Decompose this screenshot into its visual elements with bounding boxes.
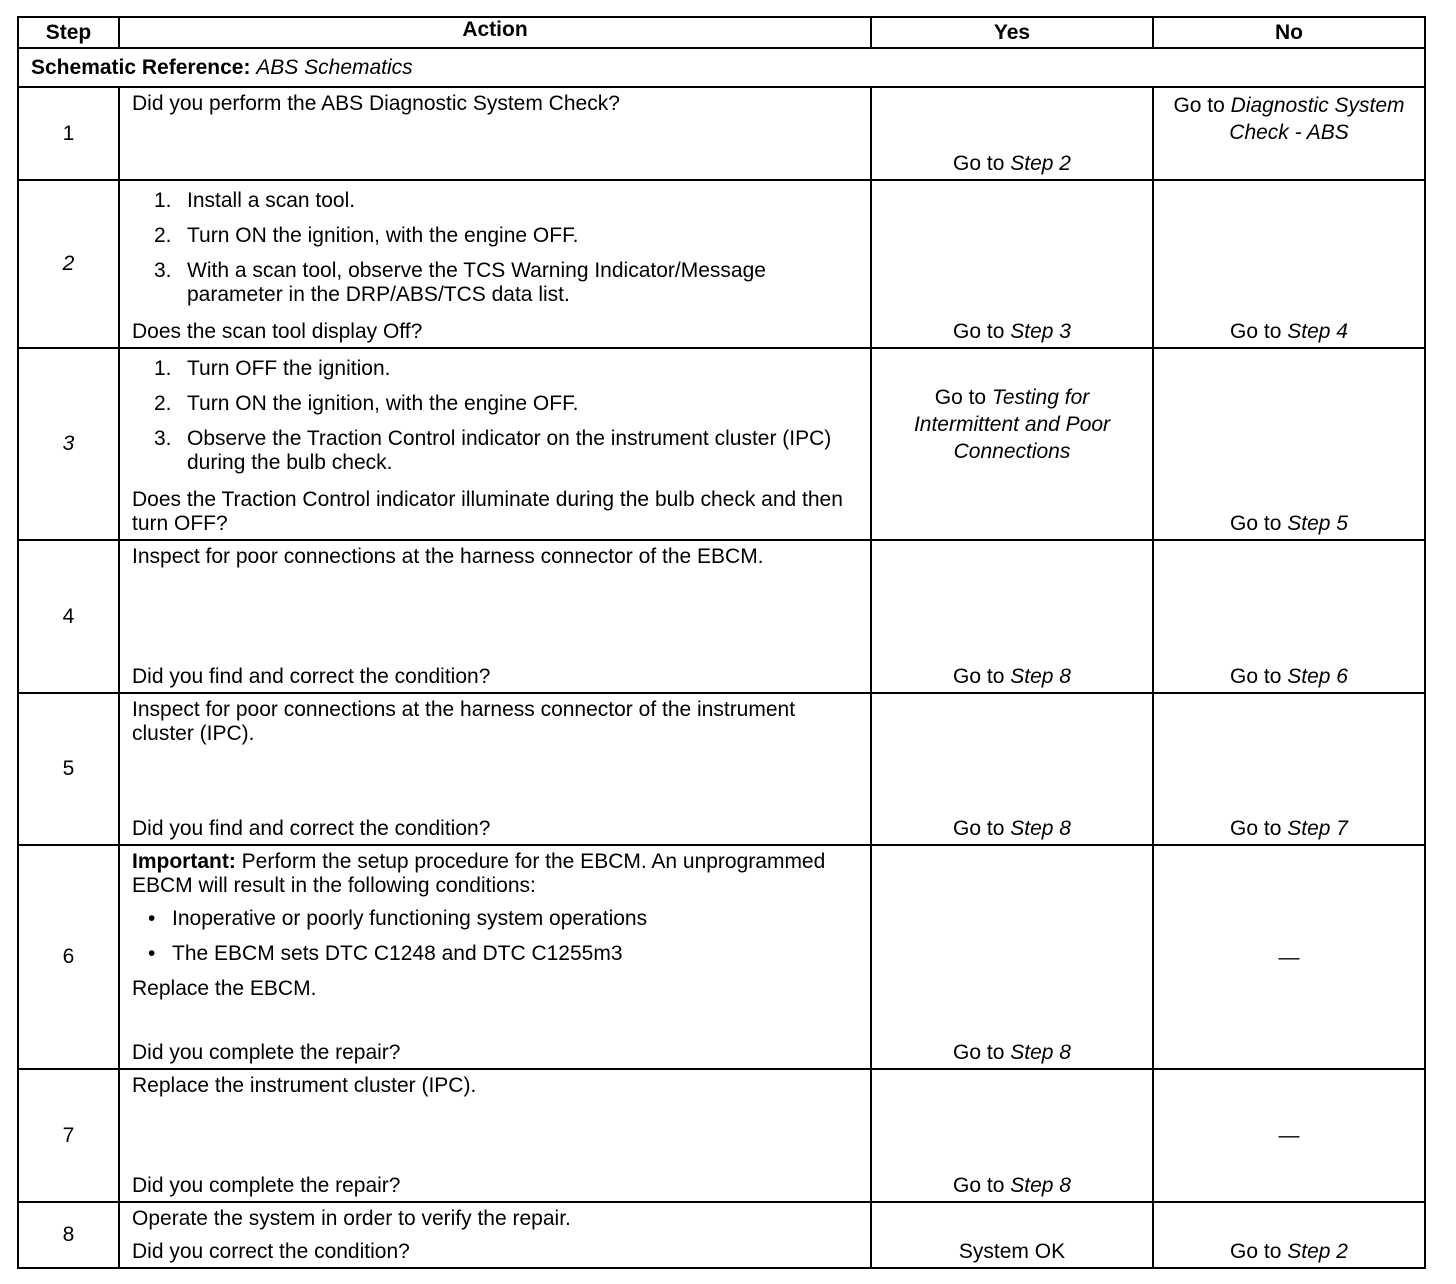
- list-item: 2. Turn ON the ignition, with the engine OFF.: [154, 224, 579, 247]
- list-item-text: Turn ON the ignition, with the engine OFF.: [187, 224, 579, 247]
- step-number: 7: [18, 1069, 119, 1202]
- action-question: Did you perform the ABS Diagnostic System Check?: [132, 92, 620, 115]
- action-cell: [119, 540, 871, 693]
- step-number-text: 3: [62, 432, 75, 455]
- list-item: • The EBCM sets DTC C1248 and DTC C1255m3: [148, 942, 623, 965]
- action-cell: [119, 1069, 871, 1202]
- table-row: [18, 540, 1425, 693]
- no-prefix: Go to: [1230, 320, 1282, 343]
- no-link[interactable]: Step 6: [1287, 665, 1348, 688]
- yes-prefix: Go to: [934, 385, 987, 409]
- header-step: Step: [18, 17, 119, 48]
- no-link[interactable]: Step 4: [1287, 320, 1348, 343]
- no-link[interactable]: Step 7: [1287, 817, 1348, 840]
- no-prefix: Go to: [1230, 1240, 1282, 1263]
- list-item: 2. Turn ON the ignition, with the engine OFF.: [154, 392, 579, 415]
- yes-prefix: Go to: [953, 665, 1005, 688]
- important-label: Important:: [132, 850, 236, 873]
- list-item-text: Observe the Traction Control indicator on the instrument cluster (IPC) during the bulb check.: [187, 427, 832, 474]
- yes-prefix: Go to: [953, 817, 1005, 840]
- yes-link[interactable]: Step 8: [1010, 665, 1071, 688]
- yes-cell: [871, 348, 1153, 540]
- action-steps: [132, 185, 860, 307]
- yes-prefix: Go to: [953, 1174, 1005, 1197]
- step-number: [18, 180, 119, 348]
- yes-prefix: Go to: [953, 152, 1005, 175]
- yes-cell: [871, 1069, 1153, 1202]
- action-question: Did you correct the condition?: [132, 1240, 410, 1263]
- no-cell: [1153, 540, 1425, 693]
- table-row: [18, 1069, 1425, 1202]
- conditions-list: [132, 898, 860, 977]
- table-row: [18, 845, 1425, 1069]
- no-cell: —: [1153, 1069, 1425, 1202]
- action-text: Perform the setup procedure for the EBCM. An unprogrammed EBCM will result in the following conditions:: [132, 850, 826, 897]
- action-cell: [119, 180, 871, 348]
- list-item: • Inoperative or poorly functioning system operations: [148, 907, 648, 930]
- replace-text: Replace the EBCM.: [132, 977, 317, 1000]
- step-number-text: 2: [62, 252, 75, 275]
- header-row: [18, 17, 1425, 48]
- step-number: 5: [18, 693, 119, 845]
- action-cell: [119, 693, 871, 845]
- list-item-text: Turn ON the ignition, with the engine OFF.: [187, 392, 579, 415]
- yes-link[interactable]: Step 8: [1010, 1041, 1071, 1064]
- schematic-label: Schematic Reference:: [31, 55, 251, 79]
- action-cell: [119, 845, 871, 1069]
- table-row: [18, 348, 1425, 540]
- yes-link[interactable]: Step 8: [1010, 1174, 1071, 1197]
- action-question: Did you find and correct the condition?: [132, 817, 491, 840]
- action-question: Does the scan tool display Off?: [132, 320, 423, 343]
- list-item: 1. Install a scan tool.: [154, 189, 356, 212]
- list-item: 1. Turn OFF the ignition.: [154, 357, 391, 380]
- list-item-text: Install a scan tool.: [187, 189, 356, 212]
- schematic-reference: [18, 48, 1425, 87]
- yes-cell: [871, 87, 1153, 180]
- table-row: [18, 180, 1425, 348]
- step-number: [18, 348, 119, 540]
- action-text: Inspect for poor connections at the harness connector of the instrument cluster (IPC).: [132, 698, 796, 745]
- action-steps: [132, 353, 860, 475]
- header-no: No: [1153, 17, 1425, 48]
- no-cell: [1153, 87, 1425, 180]
- step-number: 8: [18, 1202, 119, 1268]
- yes-link[interactable]: Step 2: [1010, 152, 1071, 175]
- table-row: [18, 693, 1425, 845]
- no-link[interactable]: Step 5: [1287, 512, 1348, 535]
- list-item-text: Turn OFF the ignition.: [187, 357, 391, 380]
- yes-cell: [871, 845, 1153, 1069]
- no-prefix: Go to: [1230, 512, 1282, 535]
- action-cell: [119, 87, 871, 180]
- table-row: [18, 1202, 1425, 1268]
- no-cell: [1153, 1202, 1425, 1268]
- yes-link[interactable]: Step 3: [1010, 320, 1071, 343]
- diagnostic-table: [17, 16, 1426, 1269]
- action-question: Did you complete the repair?: [132, 1041, 401, 1064]
- header-yes: Yes: [871, 17, 1153, 48]
- action-question: Did you find and correct the condition?: [132, 665, 491, 688]
- action-cell: [119, 1202, 871, 1268]
- list-item-text: The EBCM sets DTC C1248 and DTC C1255m3: [172, 942, 623, 965]
- list-item: 3. With a scan tool, observe the TCS Warning Indicator/Message parameter in the DRP/ABS/TCS data list.: [154, 259, 860, 307]
- step-number: 4: [18, 540, 119, 693]
- no-cell: [1153, 693, 1425, 845]
- action-text: Inspect for poor connections at the harness connector of the EBCM.: [132, 545, 764, 568]
- no-link[interactable]: Step 2: [1287, 1240, 1348, 1263]
- schematic-row: [18, 48, 1425, 87]
- yes-cell: System OK: [871, 1202, 1153, 1268]
- no-cell: —: [1153, 845, 1425, 1069]
- yes-cell: [871, 540, 1153, 693]
- no-prefix: Go to: [1173, 94, 1225, 117]
- list-item-text: Inoperative or poorly functioning system operations: [172, 907, 648, 930]
- action-text: Operate the system in order to verify the repair.: [132, 1207, 571, 1230]
- table-row: [18, 87, 1425, 180]
- no-cell: [1153, 180, 1425, 348]
- important-note: [132, 850, 860, 898]
- header-action: Action: [119, 17, 871, 48]
- step-number: 1: [18, 87, 119, 180]
- step-number: 6: [18, 845, 119, 1069]
- no-prefix: Go to: [1230, 665, 1282, 688]
- yes-cell: [871, 693, 1153, 845]
- yes-prefix: Go to: [953, 320, 1005, 343]
- list-item: 3. Observe the Traction Control indicator on the instrument cluster (IPC) during the bulb check.: [154, 427, 860, 475]
- no-cell: [1153, 348, 1425, 540]
- yes-link[interactable]: Step 8: [1010, 817, 1071, 840]
- yes-cell: [871, 180, 1153, 348]
- no-link[interactable]: Diagnostic System Check - ABS: [1229, 94, 1405, 144]
- list-item-text: With a scan tool, observe the TCS Warning Indicator/Message parameter in the DRP/ABS/TCS data list.: [187, 259, 766, 306]
- action-question: Does the Traction Control indicator illuminate during the bulb check and then turn OFF?: [132, 488, 843, 535]
- no-prefix: Go to: [1230, 817, 1282, 840]
- action-text: Replace the instrument cluster (IPC).: [132, 1074, 477, 1097]
- yes-link[interactable]: Testing for Intermittent and Poor Connections: [913, 385, 1111, 463]
- yes-prefix: Go to: [953, 1041, 1005, 1064]
- action-cell: [119, 348, 871, 540]
- schematic-link[interactable]: ABS Schematics: [256, 55, 413, 79]
- action-question: Did you complete the repair?: [132, 1174, 401, 1197]
